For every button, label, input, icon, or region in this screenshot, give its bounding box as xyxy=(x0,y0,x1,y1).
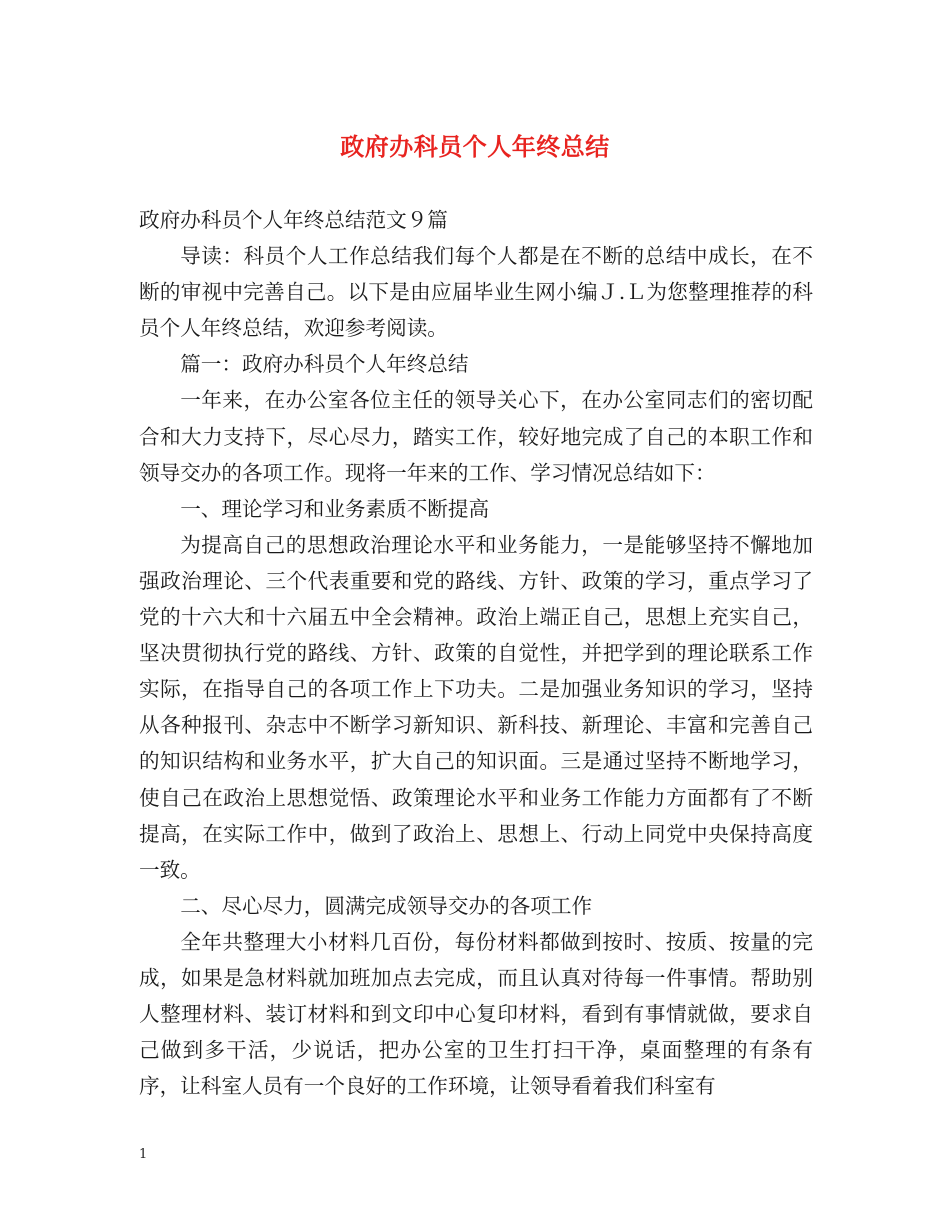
body-paragraph: 二、尽心尽力，圆满完成领导交办的各项工作 xyxy=(180,893,593,918)
document-subtitle: 政府办科员个人年终总结范文９篇 xyxy=(139,208,448,232)
body-paragraph: 为提高自己的思想政治理论水平和业务能力，一是能够坚持不懈地加强政治理论、三个代表重要和党的路线、方针、政策的学习，重点学习了党的十六大和十六届五中全会精神。政治上端正自己，思想上充实自己，坚决贯彻执行党的路线、方针、政策的自觉性，并把学到的理论联系工作实际，在指导自己的各项工作上下功夫。二是加强业务知识的学习，坚持从各种报刊、杂志中不断学习新知识、新科技、新理论、丰富和完善自己的知识结构和业务水平，扩大自己的知识面。三是通过坚持不断地学习，使自己在政治上思想觉悟、政策理论水平和业务工作能力方面都有了不断提高，在实际工作中，做到了政治上、思想上、行动上同党中央保持高度一致。 xyxy=(139,532,813,882)
document-body xyxy=(139,202,813,1104)
body-paragraph: 篇一：政府办科员个人年终总结 xyxy=(180,352,469,377)
body-paragraph: 导读：科员个人工作总结我们每个人都是在不断的总结中成长，在不断的审视中完善自己。以下是由应届毕业生网小编Ｊ.Ｌ为您整理推荐的科员个人年终总结，欢迎参考阅读。 xyxy=(139,244,813,341)
body-paragraph: 一、理论学习和业务素质不断提高 xyxy=(180,496,490,521)
body-paragraph: 一年来，在办公室各位主任的领导关心下，在办公室同志们的密切配合和大力支持下，尽心尽力，踏实工作，较好地完成了自己的本职工作和领导交办的各项工作。现将一年来的工作、学习情况总结如下： xyxy=(139,388,813,485)
page-number: 1 xyxy=(139,1147,148,1162)
body-paragraph: 全年共整理大小材料几百份，每份材料都做到按时、按质、按量的完成，如果是急材料就加班加点去完成，而且认真对待每一件事情。帮助别人整理材料、装订材料和到文印中心复印材料，看到有事情就做，要求自己做到多干活，少说话，把办公室的卫生打扫干净，桌面整理的有条有序，让科室人员有一个良好的工作环境，让领导看着我们科室有 xyxy=(139,929,813,1099)
document-title: 政府办科员个人年终总结 xyxy=(340,132,610,161)
